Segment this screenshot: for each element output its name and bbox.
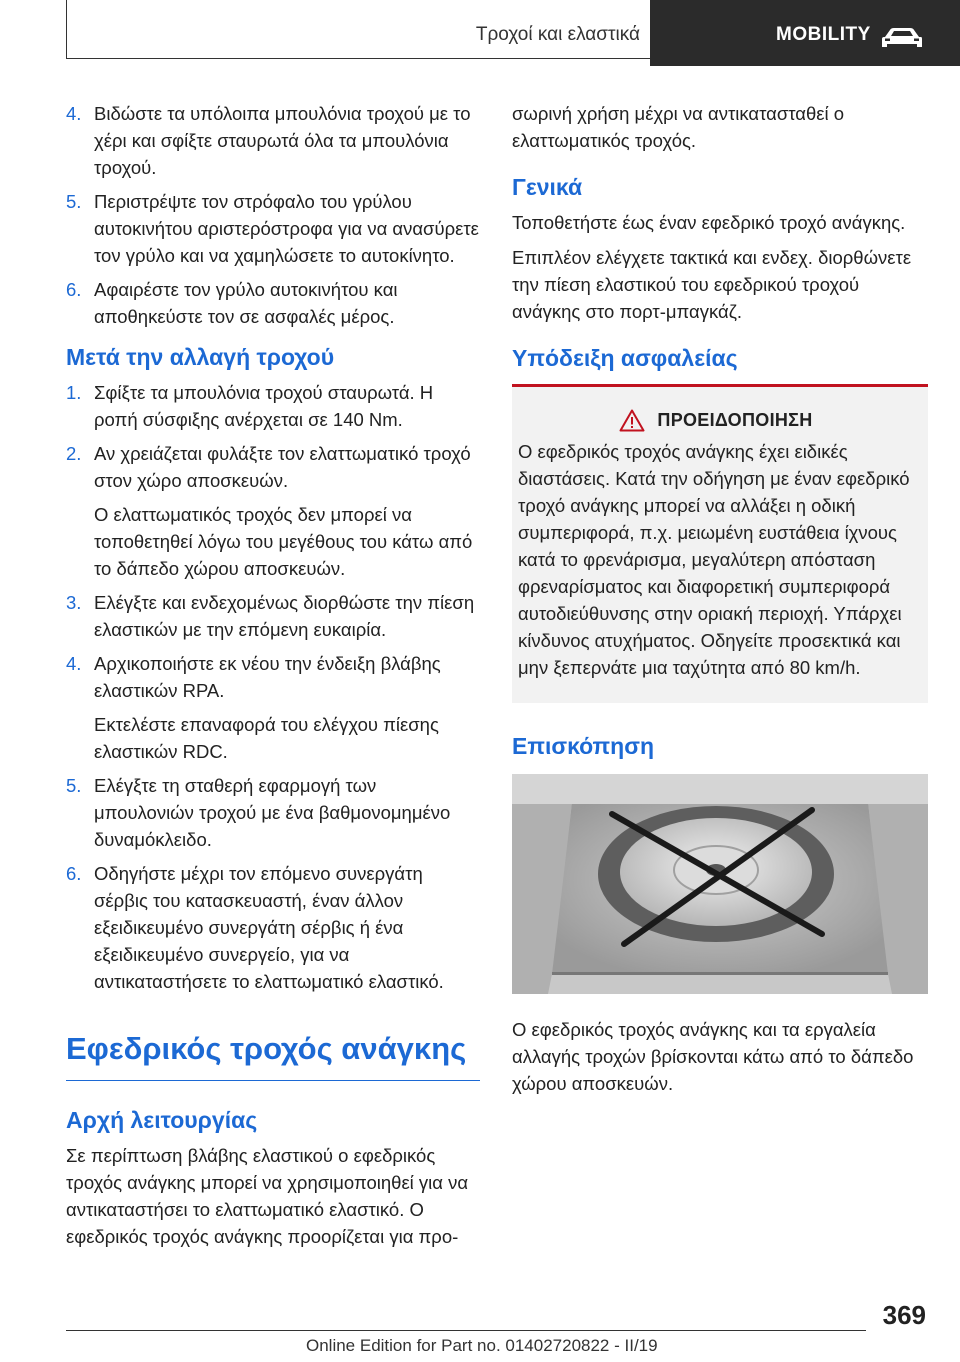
list-item: 2. Αν χρειάζεται φυλάξτε τον ελαττωματικό τροχό στον χώρο αποσκευών.	[66, 443, 471, 491]
heading-after-wheel-change: Μετά την αλλαγή τροχού	[66, 344, 335, 370]
list-item: 1. Σφίξτε τα μπουλόνια τροχού σταυρωτά. Η ροπή σύσφιξης ανέρχεται σε 140 Nm.	[66, 382, 434, 430]
footer-edition: Online Edition for Part no. 01402720822 - II/19	[306, 1336, 658, 1355]
list-item: 6. Αφαιρέστε τον γρύλο αυτοκινήτου και αποθηκεύστε τον σε ασφαλές μέρος.	[66, 279, 398, 327]
overview-heading: Επισκόπηση	[512, 733, 654, 759]
list-item: 5. Περιστρέψτε τον στρόφαλο του γρύλου αυτοκινήτου αριστερόστροφα για να ανασύρετε τον γρύλο και να χαμηλώσετε το αυτοκίνητο.	[66, 191, 479, 266]
header-bottom-rule	[66, 58, 650, 59]
principle-text: Σε περίπτωση βλάβης ελαστικού ο εφεδρικός τροχός ανάγκης μπορεί να χρησιμοποιηθεί για να αντικαταστήσει το ελαττωματικό ελαστικό. Ο εφεδρικός τροχός ανάγκης προορίζεται για προ-	[66, 1145, 469, 1247]
trunk-spare-wheel-image	[512, 774, 928, 994]
main-heading: Εφεδρικός τροχός ανάγκης	[66, 1031, 467, 1066]
chapter-label: MOBILITY	[776, 24, 871, 45]
header-left-rule	[66, 0, 67, 58]
car-icon	[881, 27, 923, 49]
principle-heading: Αρχή λειτουργίας	[66, 1107, 258, 1133]
warning-title: ΠΡΟΕΙΔΟΠΟΙΗΣΗ	[657, 410, 813, 430]
list-item-note: Εκτελέστε επαναφορά του ελέγχου πίεσης ελαστικών RDC.	[94, 714, 439, 762]
warning-text: Ο εφεδρικός τροχός ανάγκης έχει ειδικές διαστάσεις. Κατά την οδήγηση με έναν εφεδρικό τροχό ανάγκης μπορεί να αλλάξει η οδική συμπεριφορά, π.χ. μειωμένη ευστάθεια ίχνους κατά το φρενάρισμα, μεγαλύτερη απόσταση φρεναρίσματος και διαφορετική συμπεριφορά αυτοδιεύθυνσης στην οριακή περιοχή. Υπάρχει κίνδυνος ατυχήματος. Οδηγείτε προσεκτικά και μην ξεπερνάτε μια ταχύτητα από 80 km/h.	[518, 441, 910, 678]
general-text-1: Τοποθετήστε έως έναν εφεδρικό τροχό ανάγκης.	[512, 212, 906, 233]
list-item: 3. Ελέγξτε και ενδεχομένως διορθώστε την πίεση ελαστικών με την επόμενη ευκαιρία.	[66, 592, 475, 640]
warning-box	[512, 384, 928, 703]
main-heading-rule	[66, 1080, 480, 1081]
list-item: 4. Βιδώστε τα υπόλοιπα μπουλόνια τροχού με το χέρι και σφίξτε σταυρωτά όλα τα μπουλόνια τροχού.	[66, 103, 471, 178]
safety-heading: Υπόδειξη ασφαλείας	[512, 345, 738, 371]
general-heading: Γενικά	[512, 174, 583, 200]
list-item: 4. Αρχικοποιήστε εκ νέου την ένδειξη βλάβης ελαστικών RPA.	[66, 653, 441, 701]
list-item: 5. Ελέγξτε τη σταθερή εφαρμογή των μπουλονιών τροχού με ένα βαθμονομημένο δυναμόκλειδο.	[66, 775, 451, 850]
warning-header	[518, 409, 914, 432]
page-number: 369	[882, 1300, 926, 1330]
left-column	[66, 100, 480, 1258]
list-item: 6. Οδηγήστε μέχρι τον επόμενο συνεργάτη σέρβις του κατασκευαστή, έναν άλλον εξειδικευμένο συνεργάτη σέρβις ή ένα εξειδικευμένο συνεργείο, για να αντικαταστήσετε το ελαττωματικό ελαστικό.	[66, 863, 444, 992]
list-item-note: Ο ελαττωματικός τροχός δεν μπορεί να τοποθετηθεί λόγω του μεγέθους του κάτω από το δάπεδο χώρου αποσκευών.	[94, 504, 473, 579]
warning-triangle-icon	[619, 409, 645, 432]
section-title: Τροχοί και ελαστικά	[475, 24, 640, 45]
continuation-text: σωρινή χρήση μέχρι να αντικατασταθεί ο ελαττωματικός τροχός.	[512, 103, 845, 151]
general-text-2: Επιπλέον ελέγχετε τακτικά και ενδεχ. διορθώνετε την πίεση ελαστικού του εφεδρικού τροχού ανάγκης στο πορτ-μπαγκάζ.	[512, 247, 912, 322]
footer-rule	[66, 1330, 866, 1331]
overview-caption: Ο εφεδρικός τροχός ανάγκης και τα εργαλεία αλλαγής τροχών βρίσκονται κάτω από το δάπεδο χώρου αποσκευών.	[512, 1019, 914, 1094]
right-column	[512, 100, 928, 1105]
chapter-tab	[650, 0, 960, 66]
